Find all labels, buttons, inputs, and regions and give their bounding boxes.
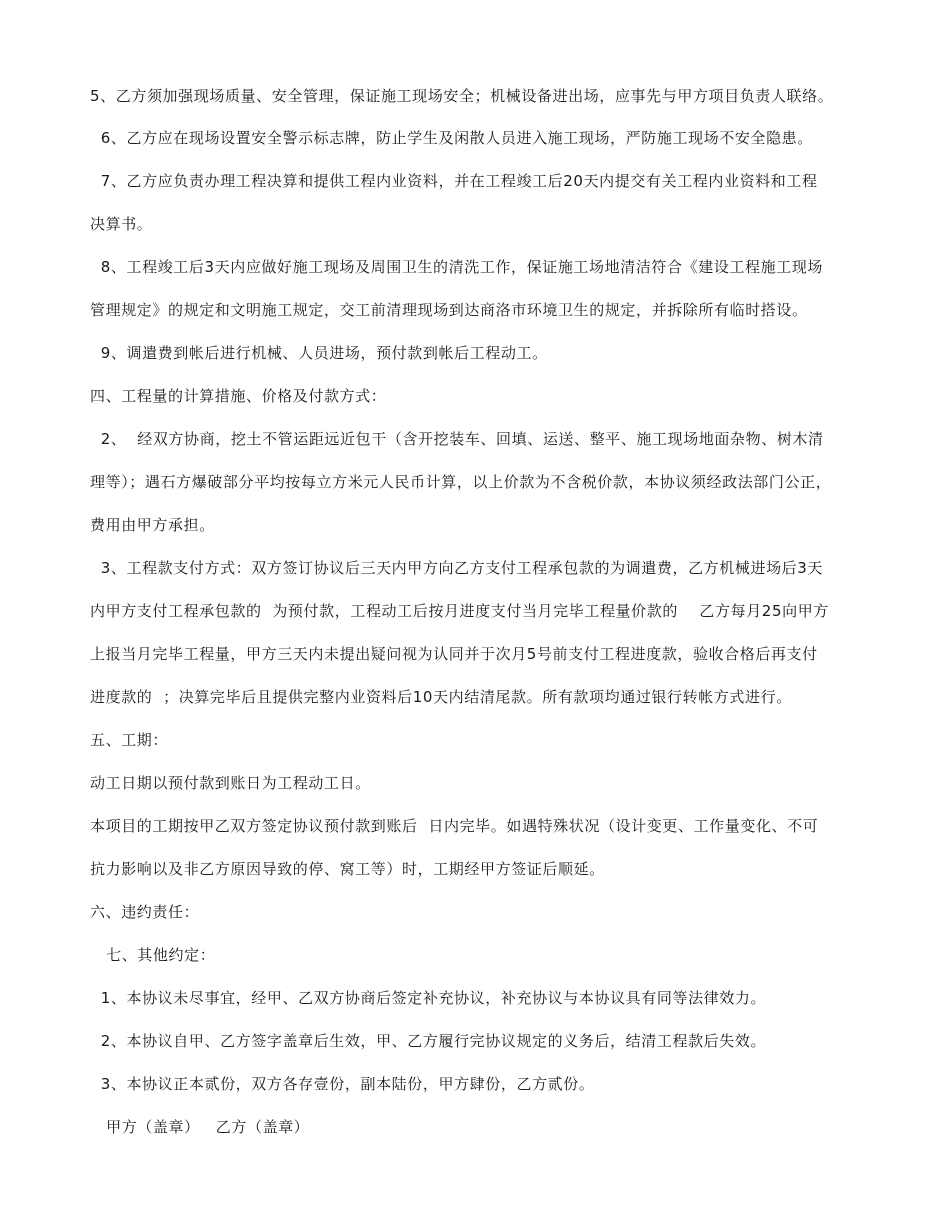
clause-line: 1、本协议未尽事宜，经甲、乙双方协商后签定补充协议，补充协议与本协议具有同等法律效力。 (90, 989, 767, 1007)
clause-line: 5、乙方须加强现场质量、安全管理，保证施工现场安全；机械设备进出场，应事先与甲方项目负责人联络。 (90, 87, 834, 105)
clause-line: 上报当月完毕工程量，甲方三天内未提出疑问视为认同并于次月5号前支付工程进度款，验收合格后再支付 (90, 645, 818, 663)
clause-line: 7、乙方应负责办理工程决算和提供工程内业资料，并在工程竣工后20天内提交有关工程内业资料和工程 (90, 172, 818, 190)
clause-line: 2、 经双方协商，挖土不管运距远近包干（含开挖装车、回填、运送、整平、施工现场地面杂物、树木清 (90, 430, 824, 448)
section-heading: 六、违约责任： (90, 903, 200, 921)
clause-line: 3、工程款支付方式：双方签订协议后三天内甲方向乙方支付工程承包款的为调遣费，乙方机械进场后3天 (90, 559, 824, 577)
clause-line: 8、工程竣工后3天内应做好施工现场及周围卫生的清洗工作，保证施工场地清洁符合《建设工程施工现场 (90, 258, 824, 276)
clause-line: 进度款的 ；决算完毕后且提供完整内业资料后10天内结清尾款。所有款项均通过银行转帐方式进行。 (90, 688, 792, 706)
clause-line: 管理规定》的规定和文明施工规定，交工前清理现场到达商洛市环境卫生的规定，并拆除所有临时搭设。 (90, 301, 808, 319)
clause-line: 内甲方支付工程承包款的 为预付款，工程动工后按月进度支付当月完毕工程量价款的 乙方每月25向甲方 (90, 602, 829, 620)
clause-line: 9、调遣费到帐后进行机械、人员进场，预付款到帐后工程动工。 (90, 344, 548, 362)
section-heading: 五、工期： (90, 731, 169, 749)
clause-line: 抗力影响以及非乙方原因导致的停、窝工等）时，工期经甲方签证后顺延。 (90, 860, 605, 878)
clause-line: 本项目的工期按甲乙双方签定协议预付款到账后 日内完毕。如遇特殊状况（设计变更、工作量变化、不可 (90, 817, 819, 835)
clause-line: 动工日期以预付款到账日为工程动工日。 (90, 774, 371, 792)
clause-line: 6、乙方应在现场设置安全警示标志牌，防止学生及闲散人员进入施工现场，严防施工现场不安全隐患。 (90, 129, 813, 147)
clause-line: 2、本协议自甲、乙方签字盖章后生效，甲、乙方履行完协议规定的义务后，结清工程款后失效。 (90, 1032, 767, 1050)
signature-line: 甲方（盖章） 乙方（盖章） (90, 1118, 310, 1136)
section-heading: 四、工程量的计算措施、价格及付款方式： (90, 387, 387, 405)
clause-line: 决算书。 (90, 215, 153, 233)
clause-line: 3、本协议正本贰份，双方各存壹份，副本陆份，甲方肆份，乙方贰份。 (90, 1075, 595, 1093)
clause-line: 费用由甲方承担。 (90, 516, 215, 534)
clause-line: 理等）；遇石方爆破部分平均按每立方米元人民币计算，以上价款为不含税价款，本协议须经政法部门公正， (90, 473, 832, 491)
section-heading: 七、其他约定： (90, 946, 216, 964)
